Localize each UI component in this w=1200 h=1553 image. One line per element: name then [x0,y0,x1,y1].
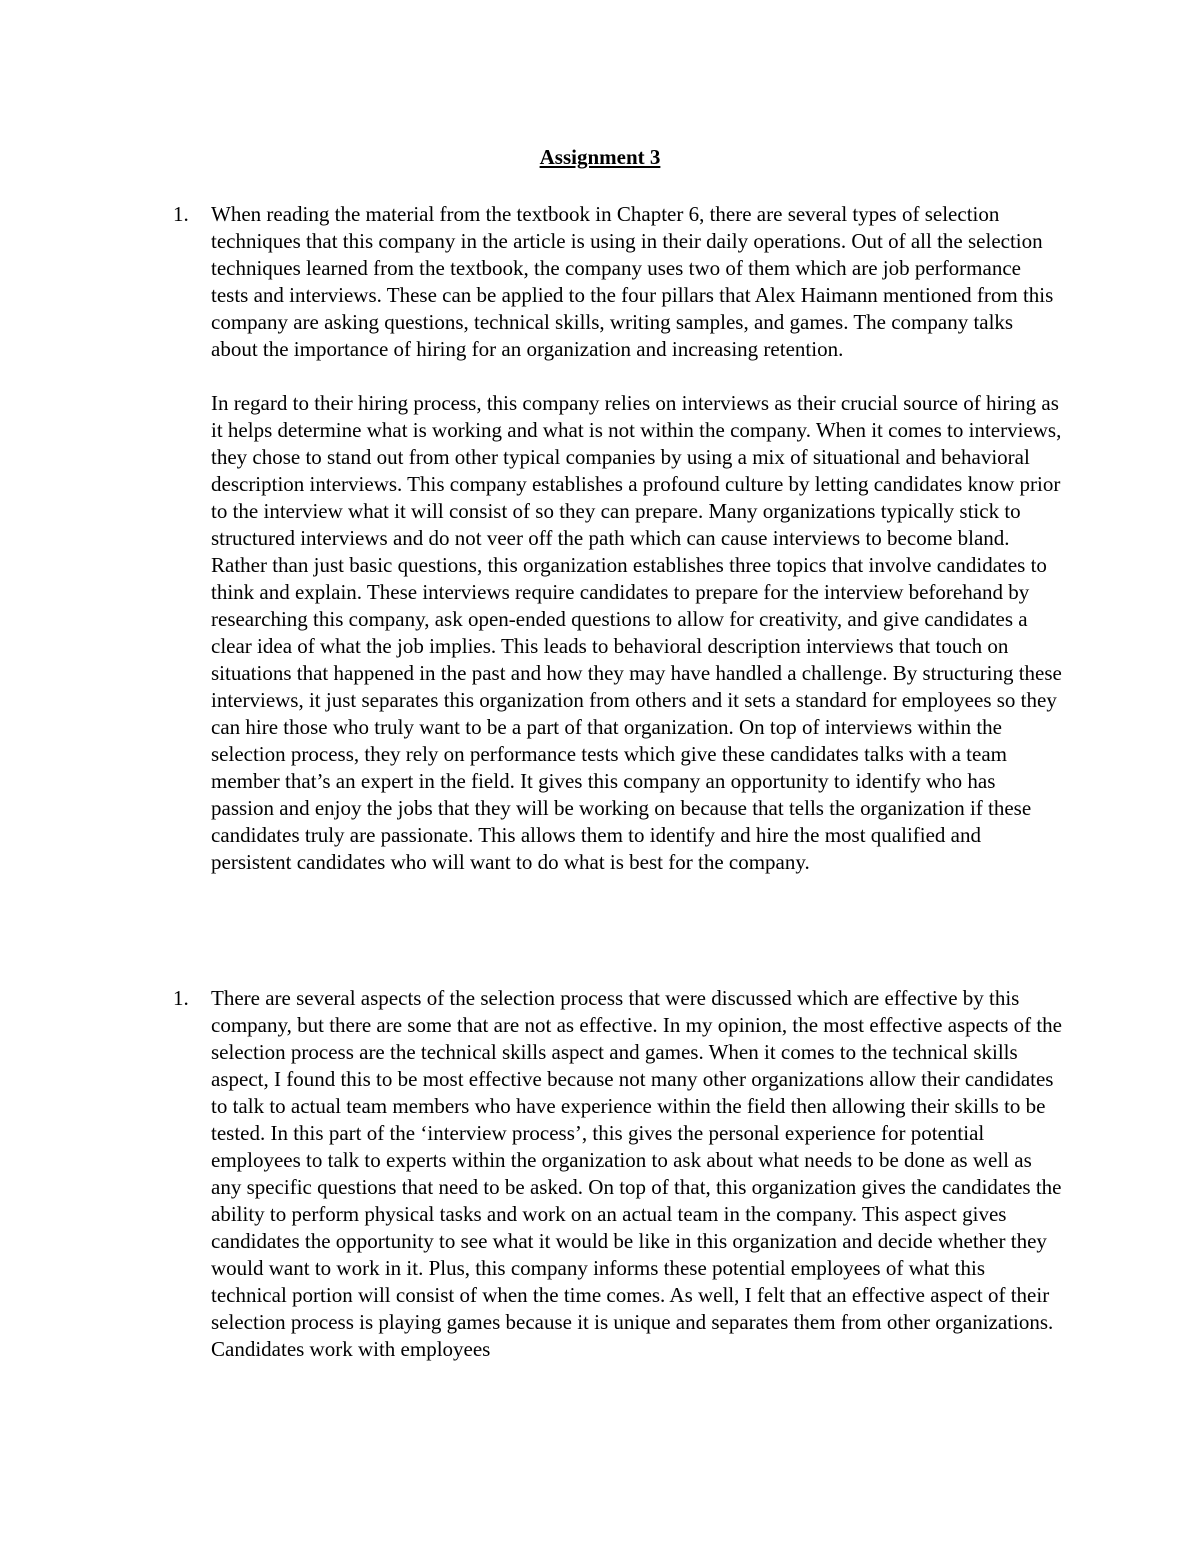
document-title: Assignment 3 [539,145,661,169]
paragraph: In regard to their hiring process, this company relies on interviews as their crucial source of hiring as it helps determine what is working and what is not within the company. When it comes to interviews, they chose to stand out from other typical companies by using a mix of situational and behavioral description interviews. This company establishes a profound culture by letting candidates know prior to the interview what it will consist of so they can prepare. Many organizations typically stick to structured interviews and do not veer off the path which can cause interviews to become bland. Rather than just basic questions, this organization establishes three topics that involve candidates to think and explain. These interviews require candidates to prepare for the interview beforehand by researching this company, ask open-ended questions to allow for creativity, and give candidates a clear idea of what the job implies. This leads to behavioral description interviews that touch on situations that happened in the past and how they may have handled a challenge. By structuring these interviews, it just separates this organization from others and it sets a standard for employees so they can hire those who truly want to be a part of that organization. On top of interviews within the selection process, they rely on performance tests which give these candidates talks with a team member that’s an expert in the field. It gives this company an opportunity to identify who has passion and enjoy the jobs that they will be working on because that tells the organization if these candidates truly are passionate. This allows them to identify and hire the most qualified and persistent candidates who will want to do what is best for the company. [211,391,1062,874]
list-item [173,201,1063,876]
list-item-body [211,985,1063,1363]
list-item-number: 1. [173,986,189,1010]
list-item-number: 1. [173,202,189,226]
paragraph: There are several aspects of the selection process that were discussed which are effective by this company, but there are some that are not as effective. In my opinion, the most effective aspects of the selection process are the technical skills aspect and games. When it comes to the technical skills aspect, I found this to be most effective because not many other organizations allow their candidates to talk to actual team members who have experience within the field then allowing their skills to be tested. In this part of the ‘interview process’, this gives the personal experience for potential employees to talk to experts within the organization to ask about what needs to be done as well as any specific questions that need to be asked. On top of that, this organization gives the candidates the ability to perform physical tasks and work on an actual team in the company. This aspect gives candidates the opportunity to see what it would be like in this organization and decide whether they would want to work in it. Plus, this company informs these potential employees of what this technical portion will consist of when the time comes. As well, I felt that an effective aspect of their selection process is playing games because it is unique and separates them from other organizations. Candidates work with employees [211,986,1062,1361]
list-item [173,985,1063,1363]
paragraph: When reading the material from the textbook in Chapter 6, there are several types of selection techniques that this company in the article is using in their daily operations. Out of all the selection techniques learned from the textbook, the company uses two of them which are job performance tests and interviews. These can be applied to the four pillars that Alex Haimann mentioned from this company are asking questions, technical skills, writing samples, and games. The company talks about the importance of hiring for an organization and increasing retention. [211,202,1054,361]
list-item-body [211,201,1063,876]
